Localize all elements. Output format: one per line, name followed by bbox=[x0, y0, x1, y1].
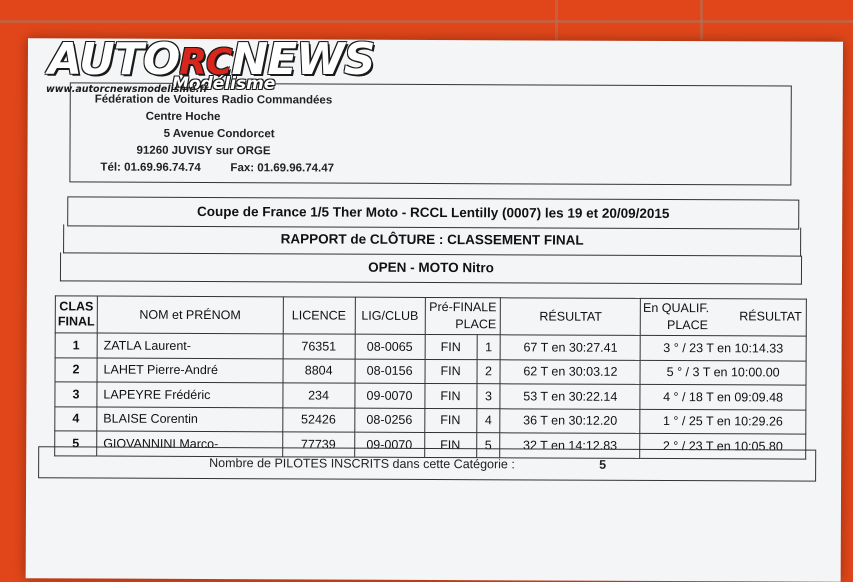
table-row bbox=[55, 357, 806, 385]
org-city: 91260 JUVISY sur ORGE bbox=[136, 144, 271, 158]
row-qualif: 5 ° / 3 T en 10:00.00 bbox=[640, 360, 806, 385]
row-result: 32 T en 14:12.83 bbox=[500, 433, 640, 458]
row-position: 2 bbox=[55, 357, 97, 382]
row-club: 08-0256 bbox=[354, 408, 424, 433]
col-qresultat-label: RÉSULTAT bbox=[739, 309, 802, 324]
row-pilot-name: ZATLA Laurent- bbox=[97, 333, 283, 358]
row-place: 4 bbox=[476, 408, 500, 433]
row-place: 3 bbox=[476, 384, 500, 409]
org-phone: Tél: 01.69.96.74.74 bbox=[100, 161, 201, 174]
row-qualif: 4 ° / 18 T en 09:09.48 bbox=[640, 384, 806, 409]
result-sheet bbox=[26, 34, 843, 582]
row-pilot-name: LAPEYRE Frédéric bbox=[97, 382, 283, 407]
row-licence: 77739 bbox=[282, 432, 354, 457]
organization-box bbox=[69, 82, 791, 185]
logo-wordmark: AUTORCNEWS bbox=[48, 34, 375, 85]
col-resultat: RÉSULTAT bbox=[501, 298, 641, 336]
row-qualif: 1 ° / 25 T en 10:29.26 bbox=[640, 409, 806, 434]
row-qualif: 3 ° / 23 T en 10:14.33 bbox=[640, 335, 806, 360]
row-pilot-name: BLAISE Corentin bbox=[97, 407, 283, 432]
table-header-row bbox=[55, 296, 806, 336]
col-prefinale bbox=[425, 297, 501, 334]
col-club: LIG/CLUB bbox=[355, 297, 425, 334]
col-clas-final bbox=[55, 296, 97, 333]
row-fin: FIN bbox=[424, 383, 476, 408]
org-street: 5 Avenue Condorcet bbox=[163, 127, 275, 141]
row-club: 08-0156 bbox=[355, 359, 425, 384]
floor-grout bbox=[555, 0, 558, 40]
row-licence: 8804 bbox=[283, 358, 355, 383]
pilot-count-box bbox=[38, 446, 816, 481]
table-row bbox=[55, 406, 806, 434]
row-pilot-name: LAHET Pierre-André bbox=[97, 358, 283, 383]
col-licence: LICENCE bbox=[283, 297, 355, 334]
report-title: RAPPORT de CLÔTURE : CLASSEMENT FINAL bbox=[63, 224, 801, 256]
floor-grout bbox=[0, 20, 853, 23]
floor-grout bbox=[700, 0, 703, 40]
col-qualif-label: En QUALIF. bbox=[643, 300, 710, 316]
col-final-label: FINAL bbox=[57, 314, 95, 329]
row-place: 1 bbox=[477, 335, 501, 360]
org-building: Centre Hoche bbox=[145, 110, 221, 124]
row-fin: FIN bbox=[425, 359, 477, 384]
category-title: OPEN - MOTO Nitro bbox=[60, 252, 802, 284]
org-name: Fédération de Voitures Radio Commandées bbox=[94, 93, 333, 107]
event-title: Coupe de France 1/5 Ther Moto - RCCL Lentilly (0007) les 19 et 20/09/2015 bbox=[67, 196, 799, 229]
row-position: 1 bbox=[55, 333, 97, 358]
row-licence: 52426 bbox=[282, 407, 354, 432]
pilot-count-label: Nombre de PILOTES INSCRITS dans cette Catégorie : bbox=[209, 456, 515, 472]
row-licence: 76351 bbox=[283, 334, 355, 359]
row-position: 5 bbox=[55, 431, 97, 456]
table-row bbox=[55, 382, 806, 410]
row-result: 53 T en 30:22.14 bbox=[500, 384, 640, 409]
logo-url: www.autorcnewsmodelisme.fr bbox=[46, 84, 209, 95]
results-table bbox=[54, 295, 807, 459]
row-position: 4 bbox=[55, 406, 97, 431]
row-club: 08-0065 bbox=[355, 334, 425, 359]
logo-subtitle: Modélisme bbox=[172, 74, 276, 94]
col-place-label: PLACE bbox=[455, 317, 497, 332]
col-clas-label: CLAS bbox=[59, 299, 94, 314]
row-fin: FIN bbox=[424, 432, 476, 457]
row-club: 09-0070 bbox=[354, 432, 424, 457]
row-fin: FIN bbox=[424, 408, 476, 433]
row-club: 09-0070 bbox=[354, 383, 424, 408]
row-result: 36 T en 30:12.20 bbox=[500, 408, 640, 433]
col-name: NOM et PRÉNOM bbox=[97, 296, 283, 334]
col-qplace-label: PLACE bbox=[666, 318, 709, 333]
row-place: 5 bbox=[476, 433, 500, 458]
row-position: 3 bbox=[55, 382, 97, 407]
row-result: 62 T en 30:03.12 bbox=[500, 359, 640, 384]
row-licence: 234 bbox=[283, 383, 355, 408]
pilot-count-value: 5 bbox=[599, 457, 607, 472]
row-qualif: 2 ° / 23 T en 10:05.80 bbox=[640, 433, 806, 458]
col-qualif bbox=[640, 298, 806, 336]
row-result: 67 T en 30:27.41 bbox=[501, 335, 641, 360]
row-fin: FIN bbox=[425, 334, 477, 359]
row-pilot-name: GIOVANNINI Marco- bbox=[97, 431, 283, 456]
table-row bbox=[55, 333, 806, 361]
row-place: 2 bbox=[477, 359, 501, 384]
org-fax: Fax: 01.69.96.74.47 bbox=[230, 162, 335, 175]
col-prefinale-label: Pré-FINALE bbox=[429, 299, 497, 315]
